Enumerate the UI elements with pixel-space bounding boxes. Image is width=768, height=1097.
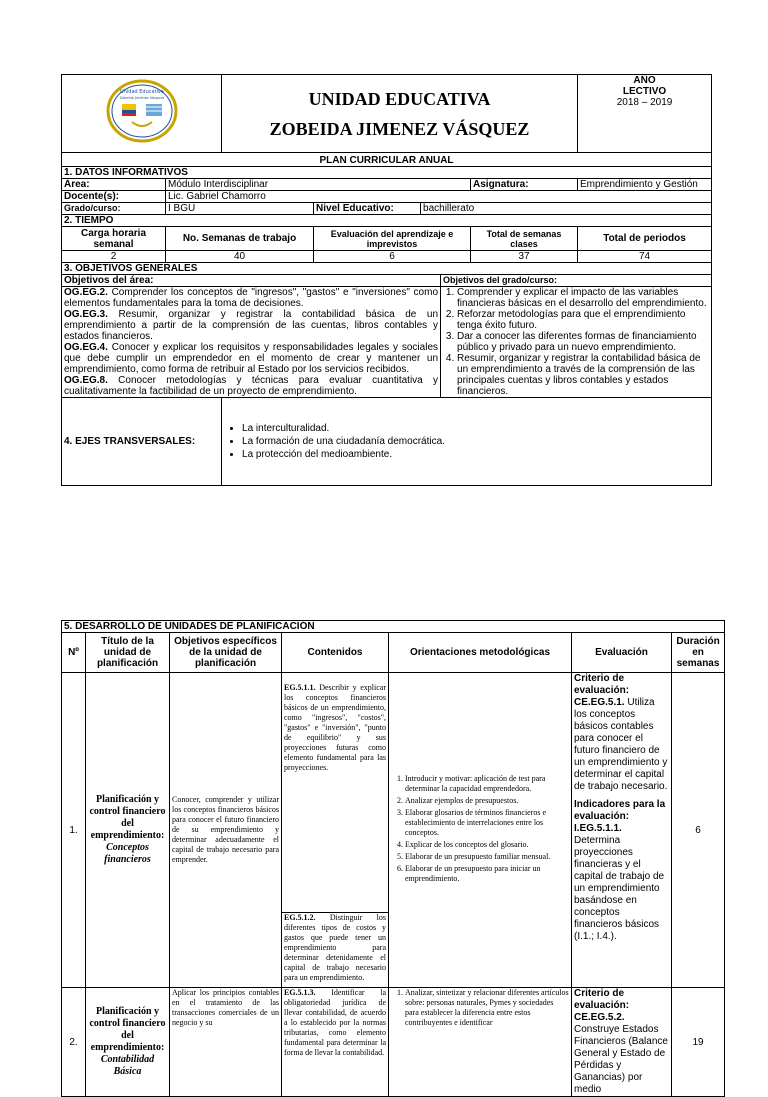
row-evaluacion: Criterio de evaluación: CE.EG.5.1. Utiliza los conceptos básicos contables para conocer el futuro financiero de un emprendimiento y determinar el capital de trabajo necesario. Indicadores para la evaluación: I.EG.5.1.1. Determina proyecciones financieras y el capital de trabajo de un emprendimiento basándose en conceptos financieros básicos (I.1.; I.4.). [572, 673, 672, 988]
col-header-duracion: Duración en semanas [672, 633, 725, 673]
area-value: Módulo Interdisciplinar [166, 179, 471, 191]
orientacion-item: 4. Explicar de los conceptos del glosario. [405, 840, 569, 850]
school-name-line1: UNIDAD EDUCATIVA [308, 88, 491, 109]
row-num: 2. [62, 988, 86, 1097]
tiempo-value-evaluacion: 6 [314, 251, 471, 263]
objetivo-area-item: OG.EG.2. Comprender los conceptos de "ingresos", "gastos" e "inversiones" como elementos fundamentales para la toma de decisiones. [64, 287, 439, 309]
orientacion-item: 2. Analizar ejemplos de presupuestos. [405, 796, 569, 806]
objetivo-grado-item: 1. Comprender y explicar el impacto de las variables financieras básicas en el desarrollo del emprendimiento. [457, 287, 709, 309]
objetivos-grado-list [441, 287, 712, 398]
col-header-evaluacion: Evaluación [572, 633, 672, 673]
tiempo-value-total-semanas: 37 [471, 251, 578, 263]
objetivo-area-item: OG.EG.3. Resumir, organizar y registrar la contabilidad básica de un emprendimiento a partir de la comprensión de las cuentas, libros contables y estados financieros. [64, 309, 439, 342]
col-header-contenidos: Contenidos [282, 633, 389, 673]
orientacion-item: 6. Elaborar de un presupuesto para iniciar un emprendimiento. [405, 864, 569, 884]
eje-item: • La formación de una ciudadanía democrática. [242, 435, 709, 448]
eje-item: • La protección del medioambiente. [242, 448, 709, 461]
asignatura-value: Emprendimiento y Gestión [578, 179, 712, 191]
col-header-objetivos: Objetivos específicos de la unidad de planificación [170, 633, 282, 673]
objetivo-grado-item: 4. Resumir, organizar y registrar la contabilidad básica de un emprendimiento a través de la comprensión de las principales cuentas y libros contables y estados financieros. [457, 353, 709, 397]
orientacion-item: 1. Analizar, sintetizar y relacionar diferentes artículos sobre: personas naturales, Pymes y sociedades para establecer la diferencia entre estos contribuyentes e identificar [405, 988, 569, 1028]
nivel-label: Nivel Educativo: [314, 203, 421, 215]
tiempo-value-carga: 2 [62, 251, 166, 263]
tiempo-header-semanas: No. Semanas de trabajo [166, 227, 314, 251]
row-contenido-1: EG.5.1.1. Describir y explicar los conceptos financieros básicos de un emprendimiento, como "ingresos", "costos", "gastos" e "inversión", "punto de equilibrio" y sus proyecciones futuras como elemento fundamental para las proyecciones. [282, 673, 389, 913]
objetivo-area-item: OG.EG.8. Conocer metodologías y técnicas para evaluar cuantitativa y cualitativamente la factibilidad de un proyecto de emprendimiento. [64, 375, 439, 397]
year-label1: AÑO [633, 75, 656, 86]
school-name-cell [222, 75, 578, 153]
logo-text-top: Unidad Educativa [119, 89, 164, 95]
row-duracion: 19 [672, 988, 725, 1097]
area-label: Área: [62, 179, 166, 191]
plan-title: PLAN CURRICULAR ANUAL [62, 153, 712, 167]
asignatura-label: Asignatura: [471, 179, 578, 191]
tiempo-value-periodos: 74 [578, 251, 712, 263]
row-orientaciones [389, 988, 572, 1097]
col-header-titulo: Título de la unidad de planificación [86, 633, 170, 673]
plan-header-table [61, 74, 712, 486]
tiempo-value-semanas: 40 [166, 251, 314, 263]
row-evaluacion: Criterio de evaluación: CE.EG.5.2. Construye Estados Financieros (Balance General y Estado de Pérdidas y Ganancias) por medio [572, 988, 672, 1097]
section-tiempo: 2. TIEMPO [62, 215, 712, 227]
tiempo-header-evaluacion: Evaluación del aprendizaje e imprevistos [314, 227, 471, 251]
logo-text-mid: Zobeida Jiménez Vásquez [119, 96, 164, 100]
col-header-num: Nº [62, 633, 86, 673]
objetivos-area-list [62, 287, 441, 398]
orientacion-item: 3. Elaborar glosarios de términos financieros e establecimiento de interrelaciones entre los conceptos. [405, 808, 569, 838]
tiempo-header-periodos: Total de periodos [578, 227, 712, 251]
section-datos: 1. DATOS INFORMATIVOS [62, 167, 712, 179]
docente-label: Docente(s): [62, 191, 166, 203]
objetivo-area-item: OG.EG.4. Conocer y explicar los requisitos y responsabilidades legales y sociales que debe cumplir un emprendedor en el momento de crear y mantener un emprendimiento, como forma de retribuir al Estado por los servicios recibidos. [64, 342, 439, 375]
grado-value: I BGU [166, 203, 314, 215]
tiempo-header-total-semanas: Total de semanas clases [471, 227, 578, 251]
col-header-orientaciones: Orientaciones metodológicas [389, 633, 572, 673]
objetivos-grado-header: Objetivos del grado/curso: [441, 275, 712, 287]
row-contenido-2: EG.5.1.2. Distinguir los diferentes tipos de costos y gastos que puede tener un emprendimiento para determinar detenidamente el capital de trabajo necesario para un emprendimiento. [282, 913, 389, 988]
ejes-label: 4. EJES TRANSVERSALES: [62, 398, 222, 486]
nivel-value: bachillerato [421, 203, 712, 215]
row-orientaciones [389, 673, 572, 988]
docente-value: Lic. Gabriel Chamorro [166, 191, 712, 203]
year-label2: LECTIVO [622, 86, 667, 97]
tiempo-header-carga: Carga horaria semanal [62, 227, 166, 251]
objetivo-grado-item: 3. Dar a conocer las diferentes formas de financiamiento público y privado para un nuevo emprendimiento. [457, 331, 709, 353]
row-title: Planificación y control financiero del emprendimiento: Contabilidad Básica [86, 988, 170, 1097]
orientacion-item: 5. Elaborar de un presupuesto familiar mensual. [405, 852, 569, 862]
row-title: Planificación y control financiero del emprendimiento: Conceptos financieros [86, 673, 170, 988]
year-cell [578, 75, 712, 153]
row-objetivos: Aplicar los principios contables en el tratamiento de las transacciones comerciales de un negocio y su [170, 988, 282, 1097]
row-duracion: 6 [672, 673, 725, 988]
table-row [62, 673, 725, 913]
school-logo [102, 78, 182, 144]
row-objetivos: Conocer, comprender y utilizar los conceptos financieros básicos para conocer el futuro financiero de su emprendimiento y determinar adecuadamente el capital de trabajo necesario para emprender. [170, 673, 282, 988]
grado-label: Grado/curso: [62, 203, 166, 215]
row-num: 1. [62, 673, 86, 988]
desarrollo-table [61, 620, 725, 1097]
ejes-list [222, 398, 712, 486]
eje-item: • La interculturalidad. [242, 422, 709, 435]
objetivos-area-header: Objetivos del área: [62, 275, 441, 287]
row-contenido-1: EG.5.1.3. Identificar la obligatoriedad jurídica de llevar contabilidad, de acuerdo a lo establecido por la normas tributarias, como elemento fundamental para determinar la forma de llevar la contabilidad. [282, 988, 389, 1097]
school-name-line2: ZOBEIDA JIMENEZ VÁSQUEZ [269, 118, 530, 139]
objetivo-grado-item: 2. Reforzar metodologías para que el emprendimiento tenga éxito futuro. [457, 309, 709, 331]
orientacion-item: 1. Introducir y motivar: aplicación de test para determinar la capacidad emprendedora. [405, 774, 569, 794]
logo-cell [62, 75, 222, 153]
section-desarrollo: 5. DESARROLLO DE UNIDADES DE PLANIFICACIÓN [62, 621, 725, 633]
year-value: 2018 – 2019 [616, 97, 673, 108]
section-objetivos: 3. OBJETIVOS GENERALES [62, 263, 712, 275]
table-row [62, 988, 725, 1097]
